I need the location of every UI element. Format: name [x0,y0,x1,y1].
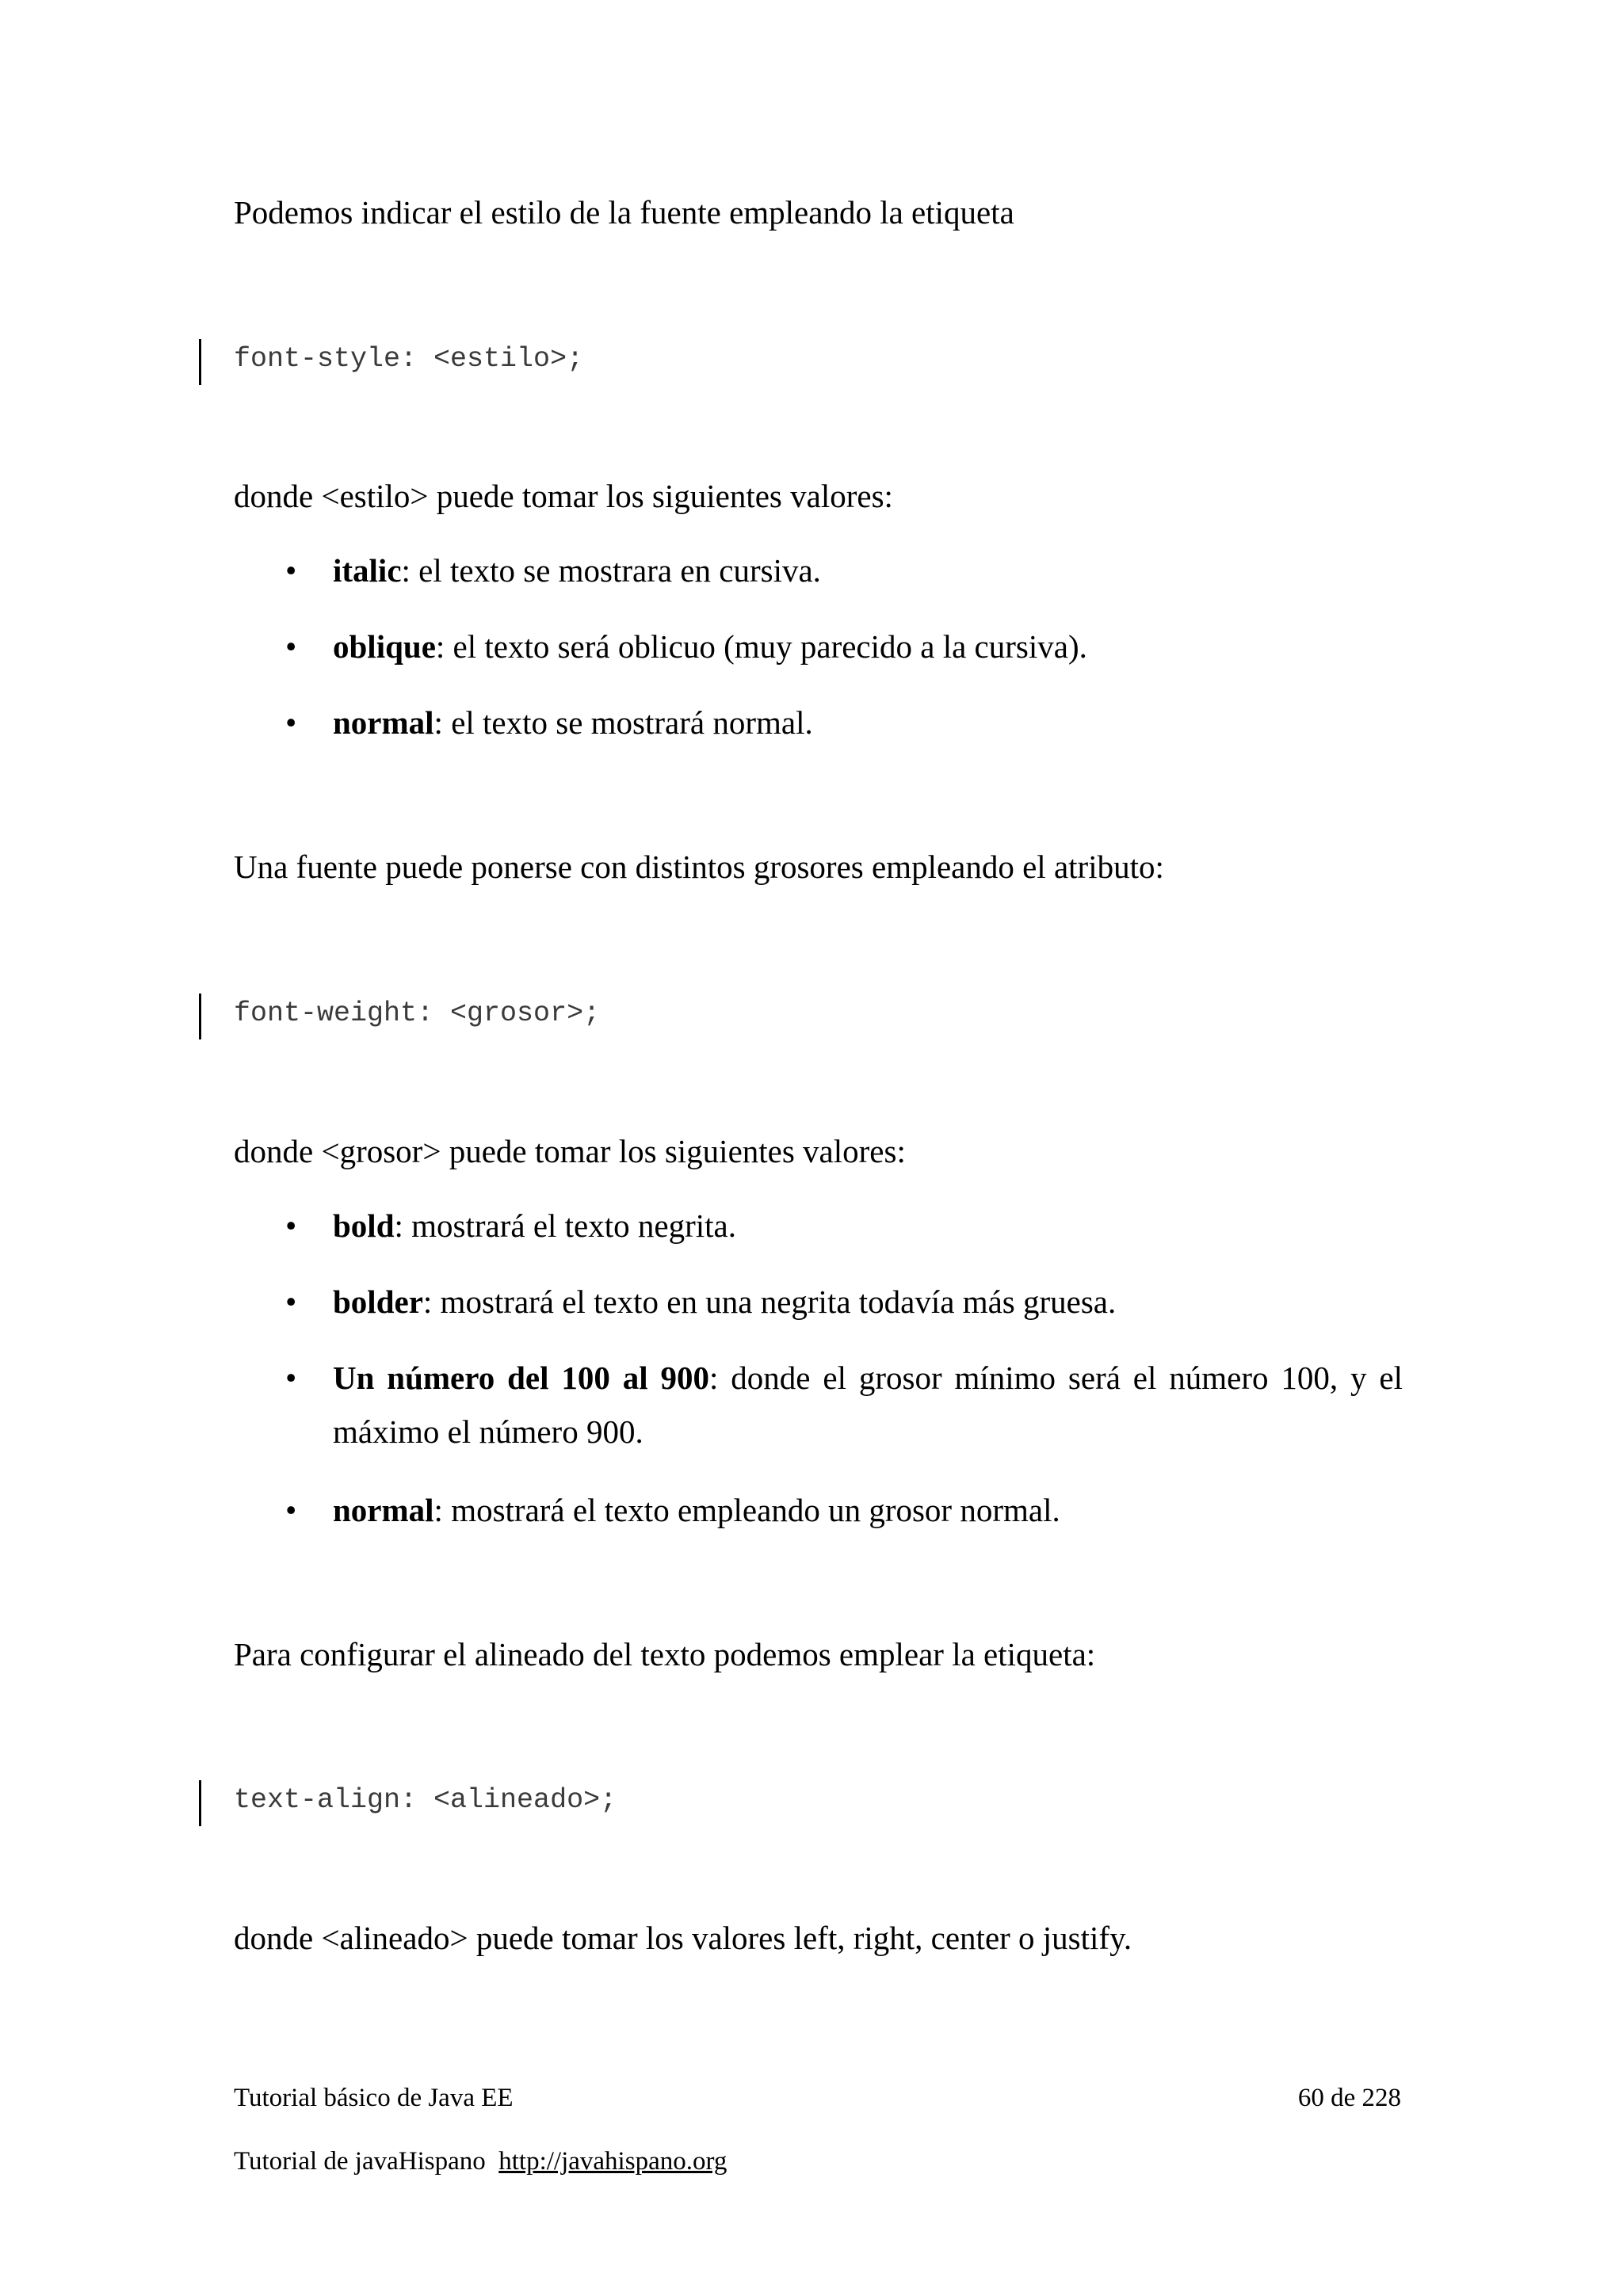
change-bar [199,339,201,385]
list-item-desc: : el texto se mostrará normal. [433,704,813,741]
list-item-italic [285,544,1403,598]
paragraph-font-weight-intro: Una fuente puede ponerse con distintos grosores empleando el atributo: [234,849,1164,885]
footer-source-prefix: Tutorial de javaHispano [234,2147,486,2176]
list-item-term: bold [333,1207,395,1244]
list-item-term: normal [333,1492,434,1528]
code-font-weight: font-weight: <grosor>; [234,997,601,1029]
list-item-term: italic [333,552,402,589]
list-item-desc: : el texto será oblicuo (muy parecido a la cursiva). [435,628,1087,665]
paragraph-weight-values-intro: donde <grosor> puede tomar los siguientes valores: [234,1133,906,1169]
bullet-icon: • [285,552,297,589]
list-item-term: bolder [333,1283,423,1320]
list-item-desc: : mostrará el texto empleando un grosor normal. [433,1492,1060,1528]
list-item-bold [285,1199,1403,1253]
footer-page-number: 60 de 228 [1297,2084,1401,2112]
footer-doc-title: Tutorial básico de Java EE [234,2084,514,2112]
list-item-normal-style [285,696,1403,750]
list-item-term: Un número del 100 al 900 [333,1360,710,1396]
bullet-icon: • [285,1207,297,1244]
list-item-term: normal [333,704,434,741]
change-bar [199,994,201,1039]
change-bar [199,1780,201,1826]
bullet-icon: • [285,704,297,741]
list-item-desc: : mostrará el texto en una negrita todavía más gruesa. [422,1283,1117,1320]
list-item-normal-weight [285,1484,1403,1538]
bullet-icon: • [285,1283,297,1320]
footer-source [234,2147,727,2176]
list-item-term: oblique [333,628,436,665]
paragraph-align-values: donde <alineado> puede tomar los valores left, right, center o justify. [234,1920,1132,1956]
paragraph-font-style-intro: Podemos indicar el estilo de la fuente empleando la etiqueta [234,194,1014,231]
list-item-desc: : donde el grosor mínimo será el número 100, y el máximo el número 900. [333,1360,1403,1450]
code-text-align: text-align: <alineado>; [234,1784,617,1816]
list-item-number-range [285,1352,1403,1459]
bullet-icon: • [285,628,297,665]
paragraph-style-values-intro: donde <estilo> puede tomar los siguientes valores: [234,478,893,514]
list-item-desc: : mostrará el texto negrita. [394,1207,736,1244]
bullet-icon: • [285,1492,297,1528]
footer-source-link[interactable]: http://javahispano.org [498,2147,727,2176]
list-item-desc: : el texto se mostrara en cursiva. [401,552,821,589]
code-font-style: font-style: <estilo>; [234,343,584,375]
paragraph-text-align-intro: Para configurar el alineado del texto podemos emplear la etiqueta: [234,1636,1096,1672]
list-item-bolder [285,1276,1403,1329]
list-item-oblique [285,620,1403,674]
bullet-icon: • [285,1360,297,1396]
